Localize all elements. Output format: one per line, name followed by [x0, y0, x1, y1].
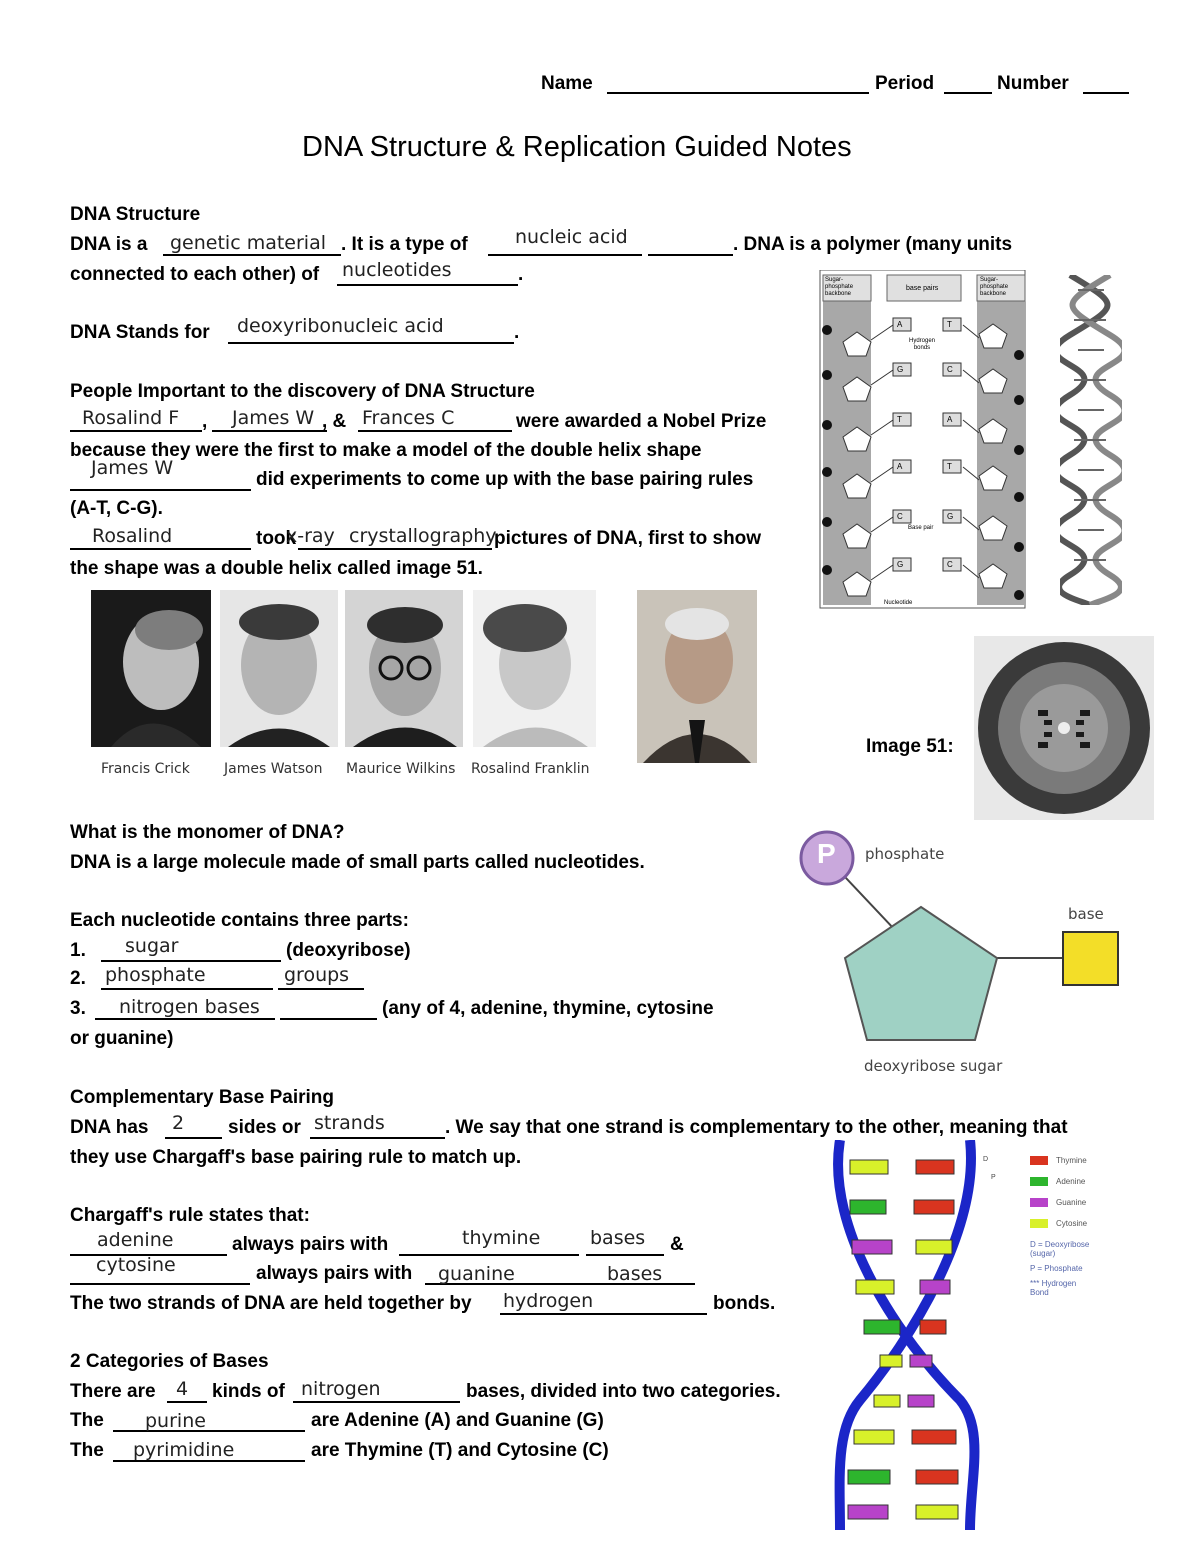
blank-line	[70, 489, 251, 491]
ladder-pair-1-left: A	[897, 320, 903, 329]
blank-line	[212, 430, 327, 432]
caption-wilkins: Maurice Wilkins	[346, 761, 456, 777]
text: (any of 4, adenine, thymine, cytosine	[382, 998, 714, 1019]
answer-nucleic-acid: nucleic acid	[515, 226, 628, 248]
photo-51-xray	[974, 636, 1154, 820]
helix-label-d: D	[983, 1156, 989, 1163]
answer-deoxyribonucleic-acid: deoxyribonucleic acid	[237, 315, 444, 337]
legend-swatch	[1030, 1177, 1048, 1186]
text: 3.	[70, 998, 86, 1019]
text: .	[518, 264, 524, 285]
answer-nitrogen-bases: nitrogen bases	[119, 996, 260, 1018]
photo-rosalind-franklin	[473, 590, 596, 747]
ladder-pair-2-left: G	[897, 365, 904, 374]
legend-label: Adenine	[1056, 1177, 1086, 1186]
answer-purine: purine	[145, 1410, 206, 1432]
ladder-pair-1-right: T	[947, 320, 952, 329]
text: ,	[202, 411, 208, 432]
text: There are	[70, 1381, 156, 1402]
nucleotide-diagram	[795, 830, 1125, 1075]
answer-nitrogen: nitrogen	[301, 1378, 381, 1400]
section-heading-people: People Important to the discovery of DNA Structure	[70, 381, 535, 402]
blank-line	[101, 960, 281, 962]
ladder-pair-4-right: T	[947, 462, 952, 471]
ladder-pair-6-left: G	[897, 560, 904, 569]
number-label: Number	[997, 73, 1069, 94]
text: DNA is a large molecule made of small parts called nucleotides.	[70, 852, 645, 873]
blank-line	[278, 988, 364, 990]
section-heading-categories: 2 Categories of Bases	[70, 1351, 269, 1372]
text: &	[670, 1234, 684, 1255]
ladder-hydrogen-bonds: Hydrogen bonds	[908, 338, 935, 351]
blank-line	[358, 430, 512, 432]
name-label: Name	[541, 73, 593, 94]
answer-2: 2	[172, 1112, 185, 1134]
blank-line	[101, 988, 273, 990]
blank-line	[648, 254, 733, 256]
answer-james-w: James W	[232, 407, 315, 429]
text: The	[70, 1410, 104, 1431]
photo-james-watson	[220, 590, 338, 747]
blank-line	[228, 342, 514, 344]
blank-line	[310, 1137, 445, 1139]
legend-item-thymine	[1030, 1150, 1108, 1171]
caption-franklin: Rosalind Franklin	[471, 761, 590, 777]
ladder-base-pair: Base pair	[908, 525, 934, 531]
blank-line	[298, 548, 492, 550]
text: Each nucleotide contains three parts:	[70, 910, 409, 931]
answer-hydrogen: hydrogen	[503, 1290, 594, 1312]
phosphate-p-letter: P	[817, 838, 836, 869]
label-phosphate: phosphate	[865, 845, 945, 863]
ladder-pair-3-right: A	[947, 415, 953, 424]
legend-label: Thymine	[1056, 1156, 1087, 1165]
text: . It is a type of	[341, 234, 468, 255]
answer-groups: groups	[284, 964, 350, 986]
text: (A-T, C-G).	[70, 498, 163, 519]
helix-legend	[1030, 1150, 1108, 1297]
blank-line	[586, 1254, 664, 1256]
blank-line	[70, 548, 251, 550]
caption-watson: James Watson	[224, 761, 323, 777]
label-base: base	[1068, 905, 1104, 923]
text: always pairs with	[256, 1263, 413, 1284]
ladder-pair-5-right: G	[947, 512, 954, 521]
legend-item-adenine	[1030, 1171, 1108, 1192]
text: . We say that one strand is complementary to the other, meaning that	[445, 1117, 1068, 1138]
text: pictures of DNA, first to show	[494, 528, 762, 549]
name-field[interactable]	[607, 92, 869, 94]
ladder-header-mid: base pairs	[906, 285, 939, 292]
text: The	[70, 1440, 104, 1461]
answer-guanine: guanine	[438, 1263, 515, 1285]
caption-crick: Francis Crick	[101, 761, 190, 777]
text: 1.	[70, 940, 86, 961]
text: DNA has	[70, 1117, 149, 1138]
legend-swatch	[1030, 1198, 1048, 1207]
answer-crystallography: crystallography	[349, 525, 497, 547]
blank-line	[163, 254, 341, 256]
answer-james-w-2: James W	[91, 457, 174, 479]
photo-maurice-wilkins	[345, 590, 463, 747]
text: DNA is a	[70, 234, 148, 255]
text: , &	[322, 411, 347, 432]
legend-phosphate: P = Phosphate	[1030, 1264, 1083, 1273]
text: bonds.	[713, 1293, 776, 1314]
blank-line	[337, 284, 518, 286]
photo-francis-crick	[91, 590, 211, 747]
legend-item-cytosine	[1030, 1213, 1108, 1234]
legend-item-guanine	[1030, 1192, 1108, 1213]
base-square	[1063, 932, 1118, 985]
blank-line	[167, 1401, 207, 1403]
text: bases, divided into two categories.	[466, 1381, 781, 1402]
blank-line	[165, 1137, 222, 1139]
text: the shape was a double helix called image 51.	[70, 558, 483, 579]
helix-label-p: P	[991, 1174, 996, 1181]
ladder-pair-5-left: C	[897, 512, 903, 521]
photo-elderly-scientist	[637, 590, 757, 763]
text: kinds of	[212, 1381, 285, 1402]
text: .	[514, 322, 520, 343]
dna-ladder-diagram	[815, 270, 1030, 610]
answer-frances-c: Frances C	[362, 407, 455, 429]
ladder-pair-2-right: C	[947, 365, 953, 374]
text: did experiments to come up with the base pairing rules	[256, 469, 754, 490]
blank-line	[95, 1018, 275, 1020]
sugar-pentagon	[845, 907, 997, 1040]
text: 2.	[70, 968, 86, 989]
answer-bases-2: bases	[607, 1263, 663, 1285]
answer-cytosine: cytosine	[96, 1254, 176, 1276]
answer-thymine: thymine	[462, 1227, 541, 1249]
answer-x-ray: x-ray	[286, 525, 335, 547]
text: they use Chargaff's base pairing rule to match up.	[70, 1147, 522, 1168]
answer-pyrimidine: pyrimidine	[133, 1439, 235, 1461]
answer-sugar: sugar	[125, 935, 179, 957]
image-51-label: Image 51:	[866, 736, 954, 757]
legend-label: Cytosine	[1056, 1219, 1088, 1228]
text: always pairs with	[232, 1234, 389, 1255]
page-title: DNA Structure & Replication Guided Notes	[302, 131, 852, 163]
text: The two strands of DNA are held together by	[70, 1293, 472, 1314]
text: . DNA is a polymer (many units	[733, 234, 1013, 255]
text: were awarded a Nobel Prize	[516, 411, 767, 432]
text: sides or	[228, 1117, 301, 1138]
blank-line	[399, 1254, 579, 1256]
text: because they were the first to make a model of the double helix shape	[70, 440, 702, 461]
blank-line	[70, 1283, 250, 1285]
legend-swatch	[1030, 1156, 1048, 1165]
label-deoxyribose-sugar: deoxyribose sugar	[864, 1057, 1003, 1075]
period-label: Period	[875, 73, 935, 94]
ladder-pair-6-right: C	[947, 560, 953, 569]
legend-swatch	[1030, 1219, 1048, 1228]
answer-nucleotides: nucleotides	[342, 259, 452, 281]
text: Chargaff's rule states that:	[70, 1205, 310, 1226]
ladder-nucleotide: Nucleotide	[884, 600, 913, 606]
legend-label: Guanine	[1056, 1198, 1087, 1207]
text: connected to each other) of	[70, 264, 320, 285]
blank-line	[488, 254, 642, 256]
answer-adenine: adenine	[97, 1229, 174, 1251]
double-helix-grey	[1060, 275, 1122, 605]
blank-line	[113, 1430, 305, 1432]
ladder-header-left: Sugar-phosphate backbone	[825, 277, 854, 297]
blank-line	[280, 1018, 377, 1020]
blank-line	[293, 1401, 460, 1403]
legend-deoxyribose: D = Deoxyribose (sugar)	[1030, 1240, 1090, 1258]
blank-line	[70, 430, 202, 432]
period-field[interactable]	[944, 92, 992, 94]
section-heading-pairing: Complementary Base Pairing	[70, 1087, 334, 1108]
ladder-pair-4-left: A	[897, 462, 903, 471]
answer-rosalind: Rosalind	[92, 525, 173, 547]
answer-genetic-material: genetic material	[170, 232, 326, 254]
text: (deoxyribose)	[286, 940, 411, 961]
text: took	[256, 528, 297, 549]
answer-bases-1: bases	[590, 1227, 646, 1249]
legend-hydrogen-bond: *** Hydrogen Bond	[1030, 1279, 1077, 1297]
answer-rosalind-f: Rosalind F	[82, 407, 180, 429]
colored-double-helix	[820, 1140, 995, 1530]
ladder-pair-3-left: T	[897, 415, 902, 424]
answer-strands: strands	[314, 1112, 385, 1134]
ladder-header-right: Sugar-phosphate backbone	[980, 277, 1009, 297]
answer-phosphate: phosphate	[105, 964, 206, 986]
blank-line	[500, 1313, 707, 1315]
number-field[interactable]	[1083, 92, 1129, 94]
text: DNA Stands for	[70, 322, 210, 343]
section-heading-monomer: What is the monomer of DNA?	[70, 822, 345, 843]
section-heading-structure: DNA Structure	[70, 204, 201, 225]
answer-4: 4	[176, 1378, 189, 1400]
text: or guanine)	[70, 1028, 174, 1049]
text: are Thymine (T) and Cytosine (C)	[311, 1440, 609, 1461]
text: are Adenine (A) and Guanine (G)	[311, 1410, 604, 1431]
